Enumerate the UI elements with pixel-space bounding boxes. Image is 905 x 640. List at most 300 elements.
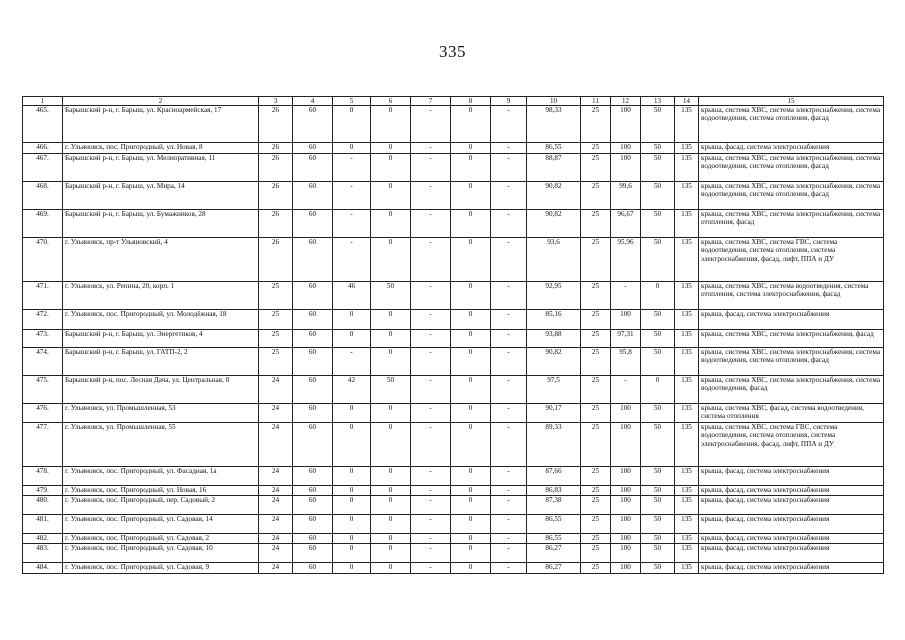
value-cell: 60: [293, 238, 333, 282]
value-cell: 0: [451, 310, 491, 330]
value-cell: -: [491, 310, 527, 330]
works-cell: крыша, фасад, система электроснабжения: [699, 143, 884, 154]
address-cell: Барышский р-н, г. Барыш, ул. Бумажников, 28: [63, 210, 259, 238]
works-cell: крыша, система ХВС, система электроснабжения, фасад: [699, 330, 884, 348]
value-cell: -: [491, 182, 527, 210]
value-cell: 25: [581, 154, 611, 182]
address-cell: г. Ульяновск, пос. Пригородный, ул. Садовая, 2: [63, 534, 259, 544]
value-cell: 60: [293, 423, 333, 467]
row-number-cell: 469.: [23, 210, 63, 238]
value-cell: 60: [293, 563, 333, 574]
value-cell: 50: [641, 515, 675, 534]
value-cell: 25: [581, 282, 611, 310]
value-cell: 60: [293, 376, 333, 404]
address-cell: г. Ульяновск, пос. Пригородный, ул. Садовая, 9: [63, 563, 259, 574]
column-header: 15: [699, 97, 884, 106]
value-cell: -: [411, 238, 451, 282]
value-cell: 100: [611, 154, 641, 182]
page-number: 335: [439, 42, 466, 61]
value-cell: 25: [581, 310, 611, 330]
value-cell: 100: [611, 563, 641, 574]
value-cell: -: [491, 515, 527, 534]
column-header: 5: [333, 97, 371, 106]
value-cell: 97,5: [527, 376, 581, 404]
header-row: [23, 97, 884, 106]
value-cell: 50: [641, 467, 675, 486]
row-number-cell: 474.: [23, 348, 63, 376]
value-cell: 100: [611, 106, 641, 143]
value-cell: 60: [293, 282, 333, 310]
value-cell: 25: [581, 563, 611, 574]
value-cell: 60: [293, 467, 333, 486]
value-cell: 25: [581, 404, 611, 423]
value-cell: 25: [259, 310, 293, 330]
value-cell: 25: [581, 534, 611, 544]
row-number-cell: 465.: [23, 106, 63, 143]
value-cell: 100: [611, 467, 641, 486]
value-cell: 0: [451, 348, 491, 376]
value-cell: 24: [259, 376, 293, 404]
value-cell: 24: [259, 486, 293, 496]
value-cell: -: [411, 210, 451, 238]
value-cell: 0: [333, 515, 371, 534]
value-cell: 135: [675, 238, 699, 282]
value-cell: -: [411, 534, 451, 544]
row-number-cell: 476.: [23, 404, 63, 423]
value-cell: 100: [611, 486, 641, 496]
value-cell: 25: [581, 515, 611, 534]
value-cell: 0: [371, 182, 411, 210]
value-cell: 50: [371, 376, 411, 404]
works-cell: крыша, фасад, система электроснабжения: [699, 515, 884, 534]
value-cell: 135: [675, 534, 699, 544]
value-cell: 135: [675, 143, 699, 154]
works-cell: крыша, система ХВС, система ГВС, система водоотведения, система отопления, система электроснабжения, фасад, лифт, ППА и ДУ: [699, 238, 884, 282]
value-cell: 100: [611, 143, 641, 154]
column-header: 6: [371, 97, 411, 106]
table-row: [23, 404, 884, 423]
value-cell: 60: [293, 348, 333, 376]
column-header: 7: [411, 97, 451, 106]
value-cell: -: [611, 282, 641, 310]
value-cell: 25: [581, 143, 611, 154]
value-cell: -: [491, 143, 527, 154]
value-cell: 0: [371, 143, 411, 154]
value-cell: 95,8: [611, 348, 641, 376]
value-cell: -: [411, 423, 451, 467]
value-cell: 60: [293, 210, 333, 238]
row-number-cell: 484.: [23, 563, 63, 574]
row-number-cell: 482.: [23, 534, 63, 544]
value-cell: 0: [451, 515, 491, 534]
value-cell: 86,83: [527, 486, 581, 496]
value-cell: -: [333, 154, 371, 182]
value-cell: -: [491, 563, 527, 574]
column-header: 11: [581, 97, 611, 106]
value-cell: 60: [293, 310, 333, 330]
value-cell: -: [333, 182, 371, 210]
value-cell: -: [333, 348, 371, 376]
table-row: [23, 563, 884, 574]
value-cell: 0: [451, 467, 491, 486]
value-cell: 0: [451, 282, 491, 310]
table-body: [23, 106, 884, 574]
value-cell: 0: [371, 154, 411, 182]
value-cell: 135: [675, 376, 699, 404]
row-number-cell: 479.: [23, 486, 63, 496]
value-cell: 87,38: [527, 496, 581, 515]
value-cell: 90,17: [527, 404, 581, 423]
column-header: 4: [293, 97, 333, 106]
row-number-cell: 480.: [23, 496, 63, 515]
address-cell: Барышский р-н, г. Барыш, ул. Красноармейская, 17: [63, 106, 259, 143]
value-cell: 0: [371, 238, 411, 282]
value-cell: 135: [675, 496, 699, 515]
row-number-cell: 475.: [23, 376, 63, 404]
value-cell: 135: [675, 563, 699, 574]
value-cell: 60: [293, 486, 333, 496]
value-cell: 86,27: [527, 563, 581, 574]
value-cell: 0: [333, 404, 371, 423]
table-row: [23, 238, 884, 282]
table-row: [23, 154, 884, 182]
works-cell: крыша, система ХВС, система электроснабжения, система водоотведения, система отопления, фасад: [699, 106, 884, 143]
value-cell: 0: [371, 563, 411, 574]
value-cell: 25: [581, 467, 611, 486]
column-header: 14: [675, 97, 699, 106]
value-cell: 93,88: [527, 330, 581, 348]
value-cell: 0: [451, 534, 491, 544]
works-cell: крыша, фасад, система электроснабжения: [699, 467, 884, 486]
value-cell: 0: [333, 563, 371, 574]
works-cell: крыша, фасад, система электроснабжения: [699, 563, 884, 574]
works-cell: крыша, фасад, система электроснабжения: [699, 534, 884, 544]
value-cell: -: [491, 210, 527, 238]
row-number-cell: 478.: [23, 467, 63, 486]
address-cell: Барышский р-н, г. Барыш, ул. ГАТП-2, 2: [63, 348, 259, 376]
value-cell: 88,87: [527, 154, 581, 182]
value-cell: -: [491, 330, 527, 348]
value-cell: 0: [333, 330, 371, 348]
table-row: [23, 376, 884, 404]
table-row: [23, 330, 884, 348]
address-cell: г. Ульяновск, пос. Пригородный, ул. Садовая, 10: [63, 544, 259, 563]
value-cell: 135: [675, 404, 699, 423]
table-row: [23, 515, 884, 534]
works-cell: крыша, фасад, система электроснабжения: [699, 310, 884, 330]
works-cell: крыша, система ХВС, система электроснабжения, система водоотведения, система отопления, фасад: [699, 182, 884, 210]
value-cell: 0: [371, 348, 411, 376]
value-cell: 90,82: [527, 182, 581, 210]
value-cell: 0: [371, 496, 411, 515]
value-cell: 26: [259, 210, 293, 238]
value-cell: 24: [259, 404, 293, 423]
value-cell: -: [411, 310, 451, 330]
value-cell: 135: [675, 154, 699, 182]
value-cell: 0: [451, 563, 491, 574]
value-cell: 0: [333, 544, 371, 563]
value-cell: -: [411, 106, 451, 143]
row-number-cell: 467.: [23, 154, 63, 182]
value-cell: 25: [581, 376, 611, 404]
value-cell: 0: [451, 143, 491, 154]
value-cell: 0: [333, 534, 371, 544]
row-number-cell: 468.: [23, 182, 63, 210]
value-cell: 25: [581, 496, 611, 515]
value-cell: -: [611, 376, 641, 404]
value-cell: -: [411, 282, 451, 310]
value-cell: 86,55: [527, 143, 581, 154]
works-cell: крыша, фасад, система электроснабжения: [699, 544, 884, 563]
value-cell: 50: [641, 154, 675, 182]
value-cell: 100: [611, 496, 641, 515]
value-cell: 0: [333, 496, 371, 515]
row-number-cell: 472.: [23, 310, 63, 330]
column-header: 13: [641, 97, 675, 106]
value-cell: 100: [611, 515, 641, 534]
value-cell: 0: [451, 496, 491, 515]
value-cell: 50: [641, 238, 675, 282]
value-cell: 50: [641, 348, 675, 376]
value-cell: 50: [641, 182, 675, 210]
table-row: [23, 496, 884, 515]
value-cell: -: [491, 486, 527, 496]
value-cell: 100: [611, 423, 641, 467]
value-cell: 25: [581, 238, 611, 282]
value-cell: 50: [641, 486, 675, 496]
value-cell: -: [411, 467, 451, 486]
value-cell: 0: [451, 182, 491, 210]
address-cell: г. Ульяновск, пос. Пригородный, ул. Садовая, 14: [63, 515, 259, 534]
value-cell: 135: [675, 310, 699, 330]
value-cell: 0: [451, 330, 491, 348]
value-cell: 0: [451, 423, 491, 467]
value-cell: -: [491, 106, 527, 143]
value-cell: 0: [451, 154, 491, 182]
value-cell: -: [411, 376, 451, 404]
value-cell: 99,6: [611, 182, 641, 210]
value-cell: 60: [293, 330, 333, 348]
value-cell: 60: [293, 404, 333, 423]
works-cell: крыша, система ХВС, система электроснабжения, система водоотведения, система отопления, фасад: [699, 348, 884, 376]
value-cell: 60: [293, 534, 333, 544]
address-cell: г. Ульяновск, пос. Пригородный, ул. Новая, 16: [63, 486, 259, 496]
value-cell: 60: [293, 544, 333, 563]
row-number-cell: 466.: [23, 143, 63, 154]
value-cell: 50: [641, 423, 675, 467]
value-cell: 0: [333, 467, 371, 486]
value-cell: 0: [451, 404, 491, 423]
value-cell: 25: [581, 182, 611, 210]
value-cell: 100: [611, 544, 641, 563]
data-table: [22, 96, 884, 574]
value-cell: 25: [259, 330, 293, 348]
address-cell: Барышский р-н, г. Барыш, ул. Мелиоративная, 11: [63, 154, 259, 182]
value-cell: -: [333, 238, 371, 282]
table-row: [23, 544, 884, 563]
value-cell: 135: [675, 515, 699, 534]
value-cell: 50: [641, 496, 675, 515]
table-row: [23, 143, 884, 154]
value-cell: 0: [451, 210, 491, 238]
value-cell: 0: [371, 534, 411, 544]
value-cell: -: [491, 348, 527, 376]
row-number-cell: 473.: [23, 330, 63, 348]
value-cell: 24: [259, 563, 293, 574]
address-cell: г. Ульяновск, ул. Промышленная, 53: [63, 404, 259, 423]
table-row: [23, 534, 884, 544]
value-cell: 50: [641, 330, 675, 348]
value-cell: 0: [451, 376, 491, 404]
value-cell: 135: [675, 544, 699, 563]
value-cell: 100: [611, 404, 641, 423]
value-cell: 135: [675, 210, 699, 238]
table-row: [23, 348, 884, 376]
value-cell: 50: [641, 210, 675, 238]
value-cell: 24: [259, 467, 293, 486]
value-cell: -: [491, 404, 527, 423]
value-cell: 25: [581, 330, 611, 348]
value-cell: 135: [675, 467, 699, 486]
value-cell: 50: [641, 106, 675, 143]
value-cell: 0: [451, 106, 491, 143]
value-cell: 0: [371, 106, 411, 143]
value-cell: -: [411, 330, 451, 348]
address-cell: г. Ульяновск, пос. Пригородный, пер. Садовый, 2: [63, 496, 259, 515]
column-header: 9: [491, 97, 527, 106]
value-cell: 50: [641, 143, 675, 154]
value-cell: -: [333, 210, 371, 238]
value-cell: -: [491, 238, 527, 282]
table-row: [23, 282, 884, 310]
column-header: 3: [259, 97, 293, 106]
value-cell: 93,6: [527, 238, 581, 282]
value-cell: 60: [293, 496, 333, 515]
value-cell: 50: [641, 404, 675, 423]
value-cell: 0: [333, 310, 371, 330]
value-cell: -: [411, 515, 451, 534]
row-number-cell: 483.: [23, 544, 63, 563]
value-cell: 0: [371, 210, 411, 238]
value-cell: 60: [293, 515, 333, 534]
value-cell: 25: [581, 544, 611, 563]
value-cell: 50: [641, 544, 675, 563]
value-cell: 92,95: [527, 282, 581, 310]
value-cell: 50: [641, 310, 675, 330]
value-cell: -: [491, 423, 527, 467]
value-cell: -: [411, 486, 451, 496]
column-header: 10: [527, 97, 581, 106]
value-cell: 25: [581, 106, 611, 143]
value-cell: 0: [451, 544, 491, 563]
value-cell: 100: [611, 534, 641, 544]
address-cell: Барышский р-н, г. Барыш, ул. Мира, 14: [63, 182, 259, 210]
value-cell: 135: [675, 182, 699, 210]
value-cell: 26: [259, 154, 293, 182]
value-cell: 26: [259, 106, 293, 143]
value-cell: -: [411, 182, 451, 210]
value-cell: 86,55: [527, 515, 581, 534]
value-cell: 86,55: [527, 534, 581, 544]
table-row: [23, 310, 884, 330]
value-cell: 25: [259, 348, 293, 376]
value-cell: -: [411, 154, 451, 182]
value-cell: 25: [581, 423, 611, 467]
value-cell: 0: [371, 404, 411, 423]
value-cell: 24: [259, 496, 293, 515]
value-cell: 26: [259, 238, 293, 282]
value-cell: 135: [675, 282, 699, 310]
address-cell: г. Ульяновск, пос. Пригородный, ул. Новая, 8: [63, 143, 259, 154]
value-cell: 25: [581, 210, 611, 238]
address-cell: г. Ульяновск, ул. Репина, 20, корп. 1: [63, 282, 259, 310]
value-cell: 0: [371, 486, 411, 496]
address-cell: Барышский р-н, г. Барыш, ул. Энергетиков, 4: [63, 330, 259, 348]
value-cell: 85,16: [527, 310, 581, 330]
row-number-cell: 471.: [23, 282, 63, 310]
address-cell: Барышский р-н, пос. Лесная Дача, ул. Центральная, 8: [63, 376, 259, 404]
value-cell: 100: [611, 310, 641, 330]
value-cell: -: [491, 154, 527, 182]
value-cell: 60: [293, 106, 333, 143]
works-cell: крыша, система ХВС, система электроснабжения, система водоотведения, фасад: [699, 376, 884, 404]
value-cell: 46: [333, 282, 371, 310]
table-row: [23, 210, 884, 238]
value-cell: 0: [333, 106, 371, 143]
value-cell: 90,82: [527, 348, 581, 376]
value-cell: 26: [259, 143, 293, 154]
value-cell: 24: [259, 544, 293, 563]
table-row: [23, 486, 884, 496]
works-cell: крыша, система ХВС, система водоотведения, система отопления, система электроснабжения, фасад: [699, 282, 884, 310]
value-cell: 0: [371, 544, 411, 563]
value-cell: 0: [641, 376, 675, 404]
value-cell: -: [491, 282, 527, 310]
value-cell: -: [411, 404, 451, 423]
value-cell: 90,82: [527, 210, 581, 238]
value-cell: 95,96: [611, 238, 641, 282]
address-cell: г. Ульяновск, пос. Пригородный, ул. Молодёжная, 18: [63, 310, 259, 330]
value-cell: 60: [293, 182, 333, 210]
works-cell: крыша, система ХВС, фасад, система водоотведения, система отопления: [699, 404, 884, 423]
works-cell: крыша, система ХВС, система электроснабжения, система отопления, фасад: [699, 210, 884, 238]
value-cell: 50: [371, 282, 411, 310]
value-cell: -: [411, 348, 451, 376]
value-cell: 50: [641, 563, 675, 574]
row-number-cell: 477.: [23, 423, 63, 467]
column-header: 1: [23, 97, 63, 106]
value-cell: -: [411, 496, 451, 515]
column-header: 8: [451, 97, 491, 106]
value-cell: 24: [259, 515, 293, 534]
value-cell: 97,31: [611, 330, 641, 348]
value-cell: 96,67: [611, 210, 641, 238]
value-cell: 0: [451, 486, 491, 496]
value-cell: 0: [371, 330, 411, 348]
value-cell: 26: [259, 182, 293, 210]
value-cell: 0: [371, 310, 411, 330]
value-cell: -: [411, 563, 451, 574]
value-cell: 135: [675, 486, 699, 496]
value-cell: 87,66: [527, 467, 581, 486]
address-cell: г. Ульяновск, ул. Промышленная, 55: [63, 423, 259, 467]
value-cell: 98,33: [527, 106, 581, 143]
value-cell: 0: [333, 423, 371, 467]
value-cell: -: [491, 376, 527, 404]
row-number-cell: 470.: [23, 238, 63, 282]
table-row: [23, 182, 884, 210]
value-cell: 135: [675, 106, 699, 143]
